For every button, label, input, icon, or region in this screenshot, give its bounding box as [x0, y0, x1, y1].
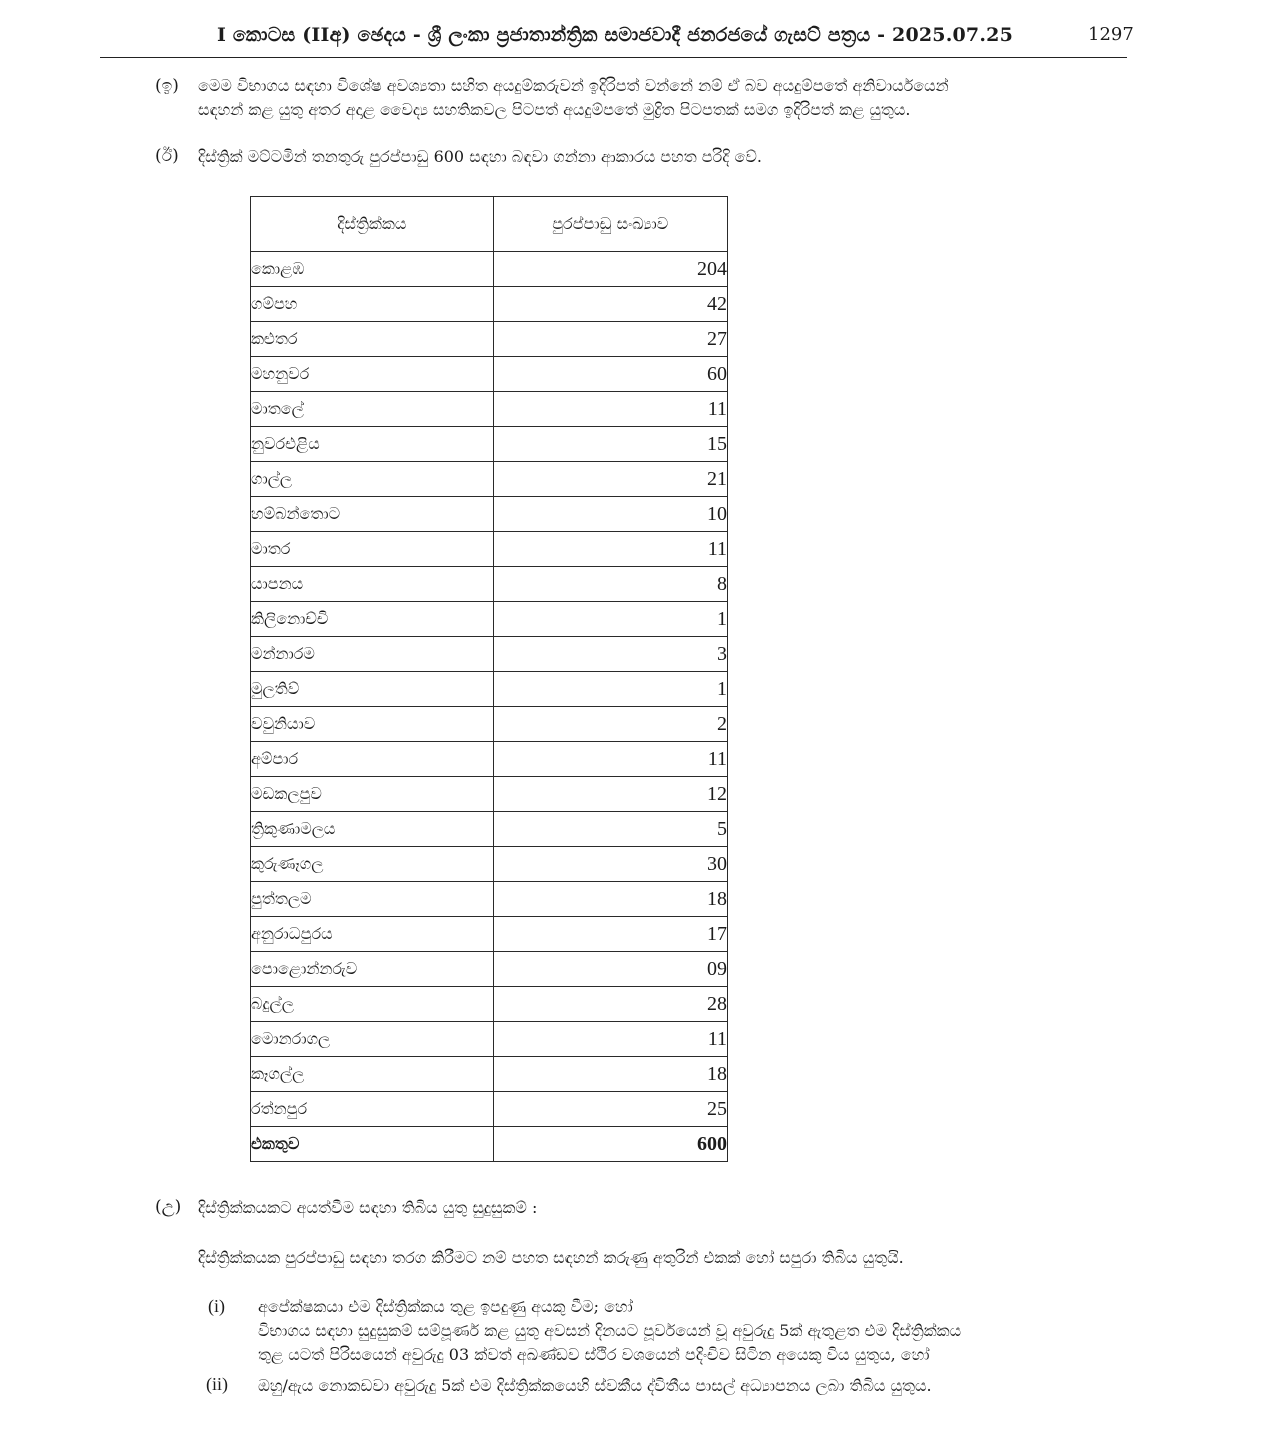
district-name-cell: නුවරඑළිය	[251, 427, 494, 462]
vacancy-count-cell: 18	[493, 882, 727, 917]
vacancy-count-cell: 09	[493, 952, 727, 987]
vacancy-count-cell: 11	[493, 742, 727, 777]
district-name-cell: මන්නාරම	[251, 637, 494, 672]
qualification-ii-line1: ඔහු/ඇය නොකඩවා අවුරුදු 5ක් එම දිස්ත්‍රික්කයෙහි ස්වකීය ද්විතීය පාසල් අධ්‍යාපනය ලබා තිබිය යුතුය.	[258, 1376, 932, 1395]
district-name-cell: ත්‍රිකුණාමලය	[251, 812, 494, 847]
district-name-cell: මාතර	[251, 532, 494, 567]
district-name-cell: කිලිනොච්චි	[251, 602, 494, 637]
gazette-header-title: I කොටස (IIඅ) ඡෙදය - ශ්‍රී ලංකා ප්‍රජාතාන්ත්‍රික සමාජවාදී ජනරජයේ ගැසට් පත්‍රය - 2025.07.25	[216, 24, 1014, 46]
vacancy-count-cell: 30	[493, 847, 727, 882]
table-row	[251, 497, 728, 532]
table-row	[251, 847, 728, 882]
section-ii-marker: (ඊ)	[155, 146, 179, 166]
table-body	[251, 252, 728, 1127]
table-row	[251, 812, 728, 847]
vacancy-count-cell: 2	[493, 707, 727, 742]
qualification-i-line2: විභාගය සඳහා සුදුසුකම් සම්පූර්ණ කළ යුතු අවසන් දිනයට පූර්වයෙන් වූ අවුරුදු 5ක් ඇතුළත එම දිස්ත්‍රික්කය	[258, 1321, 962, 1340]
table-header-row	[251, 197, 728, 252]
table-row	[251, 882, 728, 917]
header-divider	[100, 57, 1127, 58]
section-u-heading: දිස්ත්‍රික්කයකට අයත්වීම සඳහා තිබිය යුතු සුදුසුකම් :	[198, 1198, 538, 1217]
vacancy-count-cell: 204	[493, 252, 727, 287]
vacancy-count-cell: 5	[493, 812, 727, 847]
vacancy-count-cell: 11	[493, 1022, 727, 1057]
qualification-ii-number: (ii)	[206, 1374, 228, 1394]
table-row	[251, 742, 728, 777]
table-row	[251, 1057, 728, 1092]
vacancy-count-cell: 11	[493, 532, 727, 567]
table-row	[251, 777, 728, 812]
section-i-marker: (ඉ)	[155, 76, 179, 96]
table-row	[251, 287, 728, 322]
district-name-cell: අම්පාර	[251, 742, 494, 777]
table-row	[251, 532, 728, 567]
section-i-line2: සඳහන් කළ යුතු අතර අදාළ වෛද්‍ය සහතිකවල පිටපත් අයදුම්පතේ මුද්‍රිත පිටපතක් සමග ඉදිරිපත් කළ යුතුය.	[198, 100, 911, 119]
district-vacancies-table	[250, 196, 728, 1162]
section-i-line1: මෙම විභාගය සඳහා විශේෂ අවශ්‍යතා සහිත අයදුම්කරුවන් ඉදිරිපත් වන්නේ නම් ඒ බව අයදුම්පතේ අනිවාර්යයෙන්	[198, 76, 949, 95]
section-u-marker: (උ)	[155, 1197, 182, 1217]
column-header-district: දිස්ත්‍රික්කය	[251, 197, 494, 252]
district-name-cell: කළුතර	[251, 322, 494, 357]
qualification-i-line1: අපේක්ෂකයා එම දිස්ත්‍රික්කය තුළ ඉපදුණු අයකු වීම; හෝ	[258, 1297, 633, 1316]
total-label: එකතුව	[251, 1127, 494, 1162]
vacancy-count-cell: 42	[493, 287, 727, 322]
district-name-cell: මඩකලපුව	[251, 777, 494, 812]
district-name-cell: මහනුවර	[251, 357, 494, 392]
table-row	[251, 602, 728, 637]
district-name-cell: මාතලේ	[251, 392, 494, 427]
vacancy-count-cell: 15	[493, 427, 727, 462]
table-row	[251, 1022, 728, 1057]
district-name-cell: කෑගල්ල	[251, 1057, 494, 1092]
table-row	[251, 462, 728, 497]
district-name-cell: මොනරාගල	[251, 1022, 494, 1057]
table-row	[251, 952, 728, 987]
district-name-cell: බදුල්ල	[251, 987, 494, 1022]
vacancy-count-cell: 60	[493, 357, 727, 392]
vacancy-count-cell: 21	[493, 462, 727, 497]
vacancy-count-cell: 11	[493, 392, 727, 427]
qualification-i-number: (i)	[208, 1296, 225, 1316]
district-name-cell: කුරුණෑගල	[251, 847, 494, 882]
section-ii-text: දිස්ත්‍රික් මට්ටමින් තනතුරු පුරප්පාඩු 600 සඳහා බඳවා ගන්නා ආකාරය පහත පරිදි වේ.	[198, 147, 762, 166]
district-name-cell: යාපනය	[251, 567, 494, 602]
vacancy-count-cell: 10	[493, 497, 727, 532]
vacancy-count-cell: 8	[493, 567, 727, 602]
district-name-cell: අනුරාධපුරය	[251, 917, 494, 952]
district-name-cell: ගාල්ල	[251, 462, 494, 497]
vacancy-count-cell: 18	[493, 1057, 727, 1092]
table-row	[251, 987, 728, 1022]
district-name-cell: රත්නපුර	[251, 1092, 494, 1127]
vacancy-count-cell: 3	[493, 637, 727, 672]
table-row	[251, 1092, 728, 1127]
district-name-cell: කොළඹ	[251, 252, 494, 287]
table-row	[251, 357, 728, 392]
table-row	[251, 567, 728, 602]
table-row	[251, 252, 728, 287]
table-row	[251, 672, 728, 707]
vacancy-count-cell: 12	[493, 777, 727, 812]
page-number: 1297	[1088, 24, 1134, 45]
table-row	[251, 707, 728, 742]
vacancy-count-cell: 27	[493, 322, 727, 357]
district-name-cell: මුලතිව්	[251, 672, 494, 707]
district-name-cell: වවුනියාව	[251, 707, 494, 742]
table-row	[251, 637, 728, 672]
table-total-row	[251, 1127, 728, 1162]
district-name-cell: ගම්පහ	[251, 287, 494, 322]
vacancy-count-cell: 28	[493, 987, 727, 1022]
total-value: 600	[493, 1127, 727, 1162]
district-name-cell: හම්බන්තොට	[251, 497, 494, 532]
qualification-i-line3: තුළ යටත් පිරිසයෙන් අවුරුදු 03 ක්වත් අඛණ්ඩව ස්ථිර වශයෙන් පදිංචිව සිටින අයෙකු විය යුතුය, හෝ	[258, 1345, 930, 1364]
district-name-cell: පොළොන්නරුව	[251, 952, 494, 987]
vacancy-count-cell: 17	[493, 917, 727, 952]
vacancy-count-cell: 1	[493, 602, 727, 637]
table-row	[251, 427, 728, 462]
section-u-intro: දිස්ත්‍රික්කයක පුරප්පාඩු සඳහා තරග කිරීමට නම් පහත සඳහන් කරුණු අතුරින් එකක් හෝ සපුරා තිබිය යුතුයි.	[198, 1248, 904, 1267]
vacancy-count-cell: 1	[493, 672, 727, 707]
table-row	[251, 917, 728, 952]
table-row	[251, 322, 728, 357]
column-header-vacancies: පුරප්පාඩු සංඛ්‍යාව	[493, 197, 727, 252]
vacancy-count-cell: 25	[493, 1092, 727, 1127]
district-name-cell: පුත්තලම	[251, 882, 494, 917]
table-row	[251, 392, 728, 427]
